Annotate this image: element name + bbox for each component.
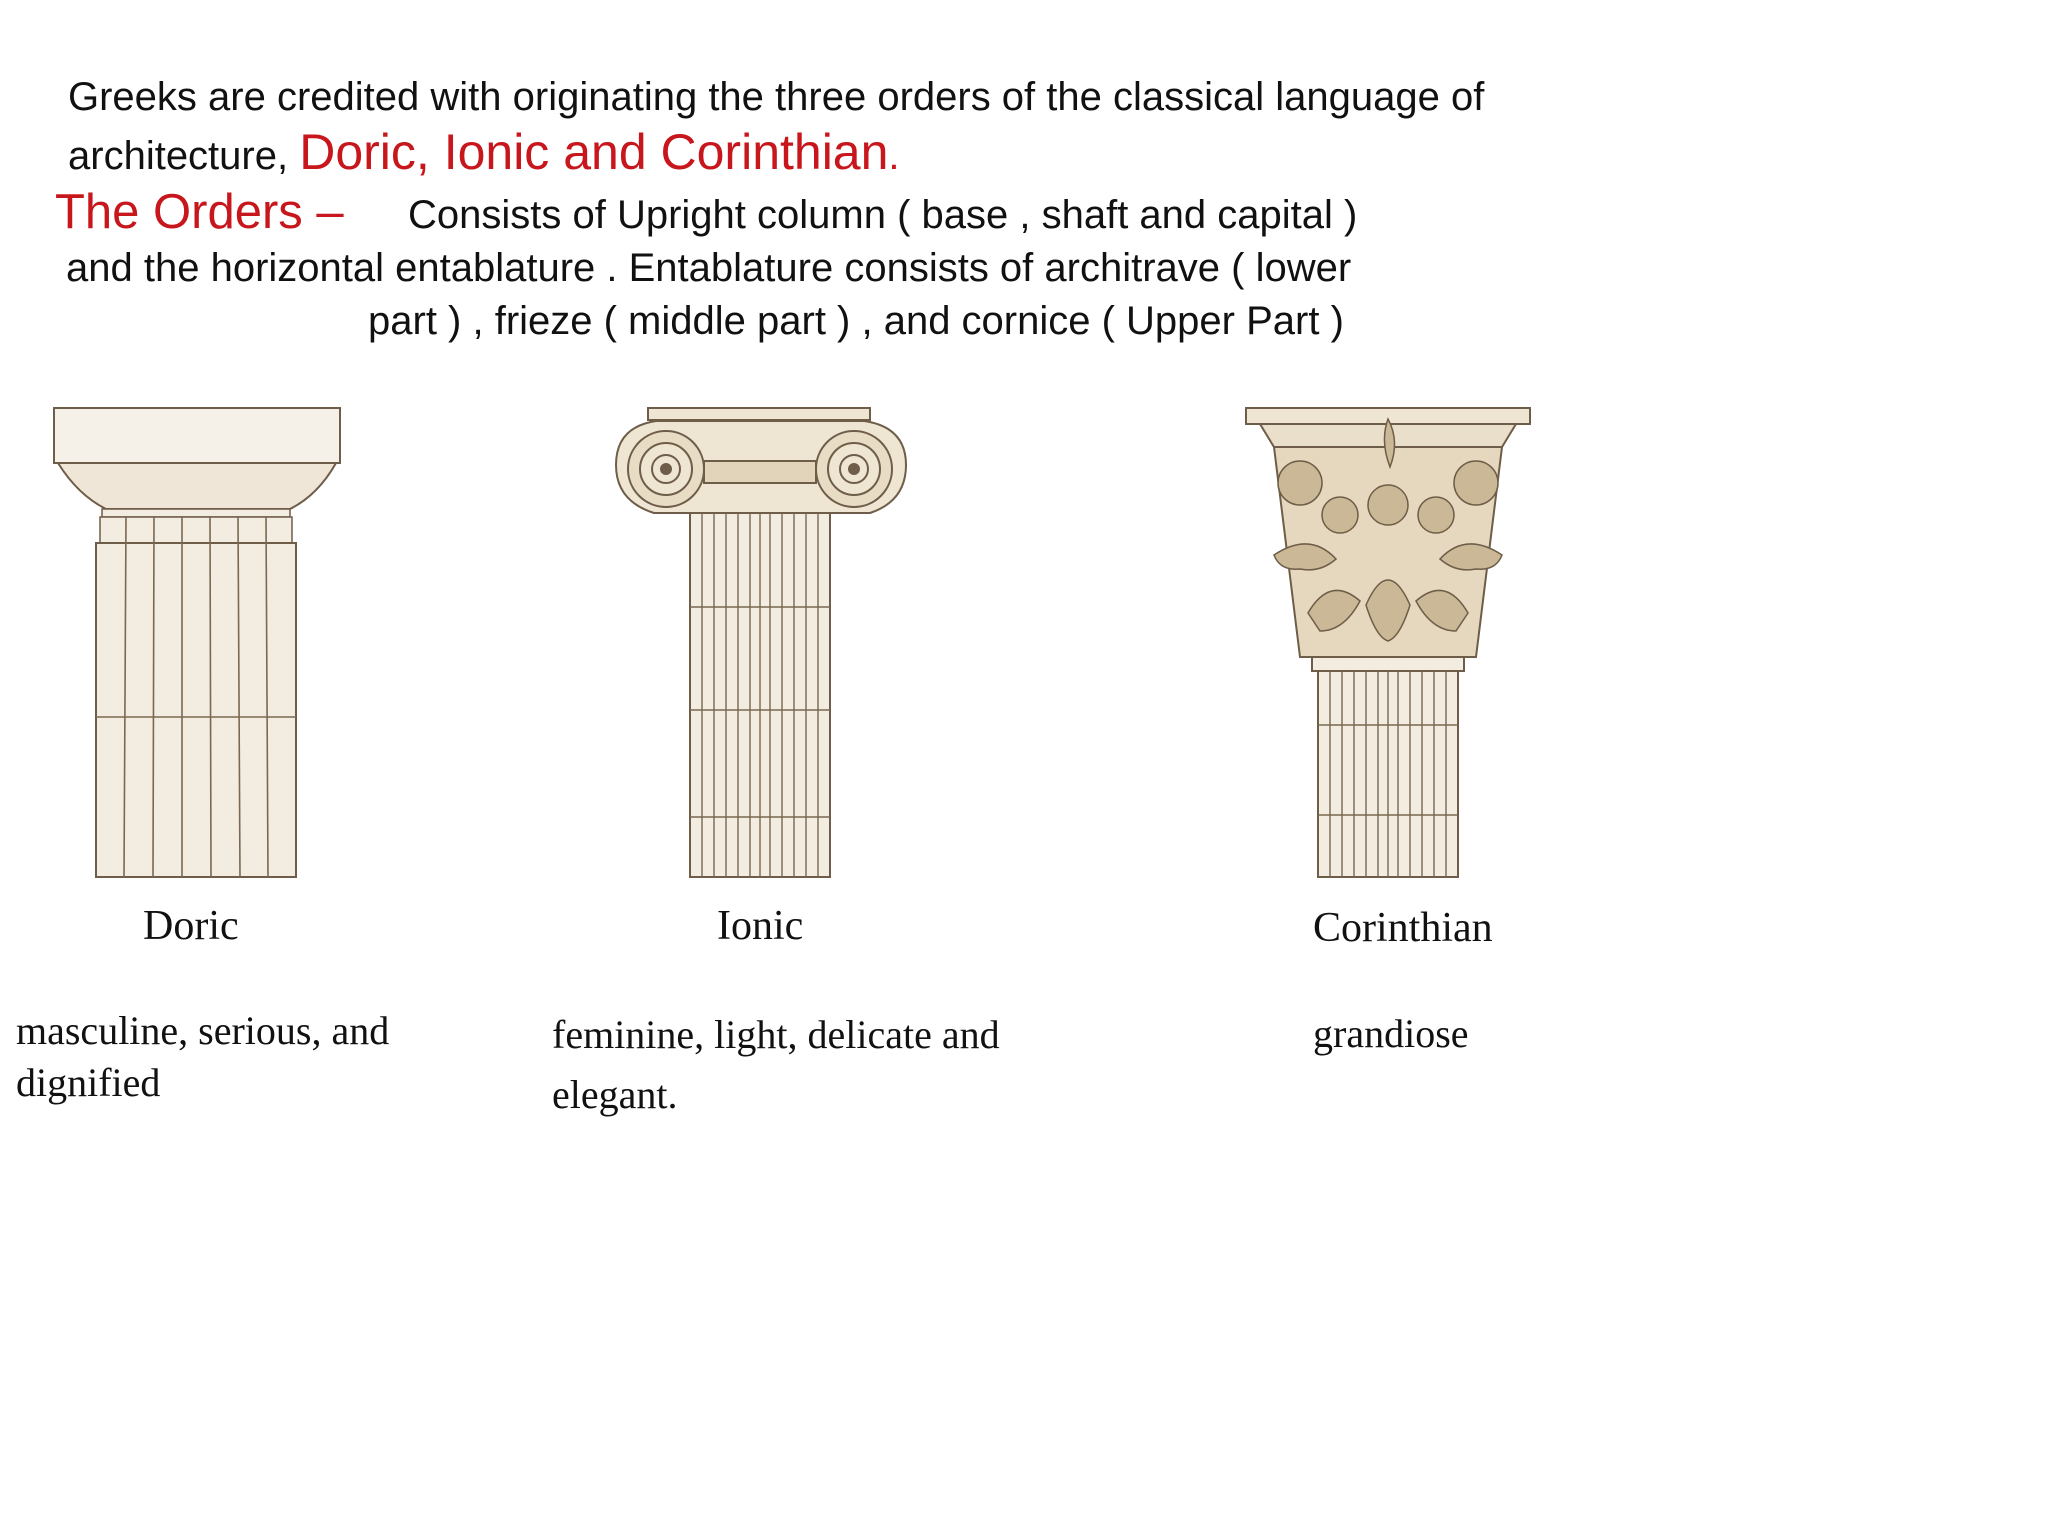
orders-definition-line-1: Consists of Upright column ( base , shaft and capital ) [408,193,1358,237]
corinthian-description: grandiose [1313,1011,1469,1056]
doric-column-illustration [50,405,346,880]
orders-names-highlight: Doric, Ionic and Corinthian [299,124,889,180]
orders-definition-line-3: part ) , frieze ( middle part ) , and cornice ( Upper Part ) [368,299,1344,343]
doric-caption: Doric [143,903,239,949]
corinthian-column-illustration [1240,405,1536,880]
ionic-column-illustration [608,405,916,880]
ionic-caption: Ionic [717,903,804,949]
orders-definition-line-2: and the horizontal entablature . Entablature consists of architrave ( lower [66,246,1352,290]
doric-description: masculine, serious, and dignified [16,1008,390,1105]
corinthian-caption: Corinthian [1313,905,1493,951]
orders-heading: The Orders – [55,185,344,239]
ionic-description: feminine, light, delicate and elegant. [552,1012,1000,1117]
intro-period: . [888,134,900,178]
intro-text: Greeks are credited with originating the three orders of the classical language of architecture, [68,75,1485,178]
intro-paragraph [68,70,1528,184]
